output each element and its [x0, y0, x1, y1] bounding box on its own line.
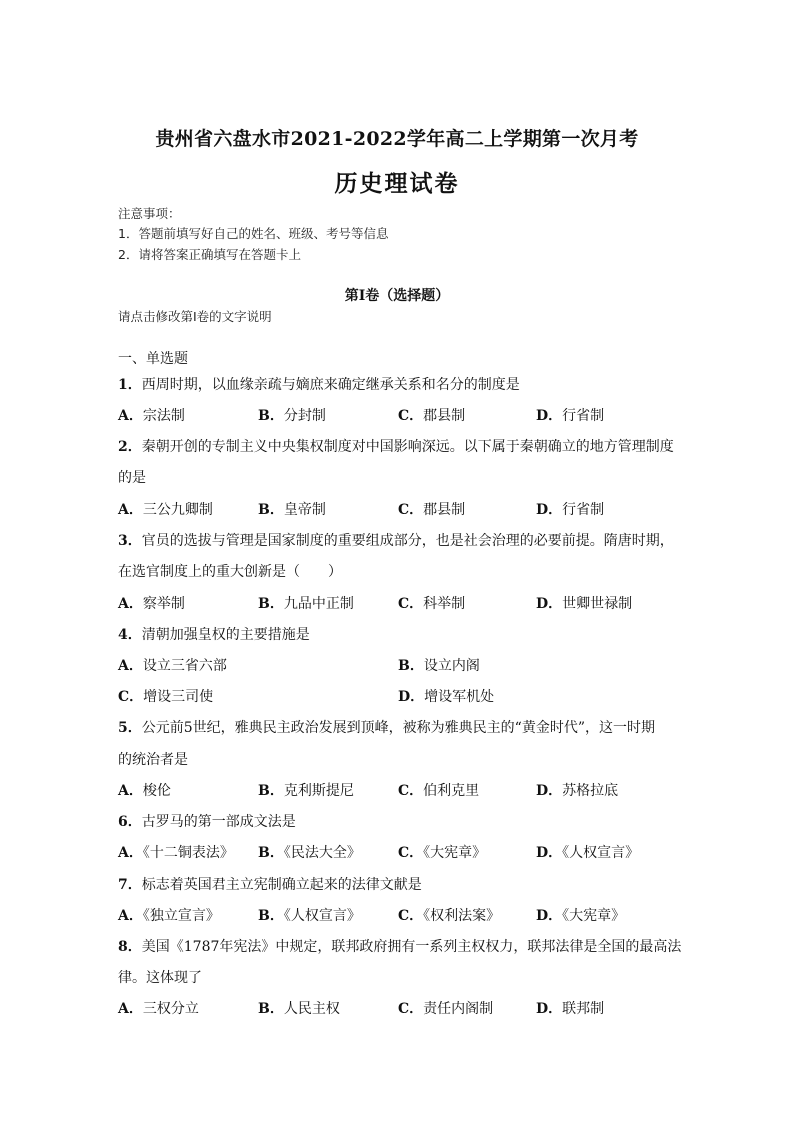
option-a[interactable] [118, 499, 213, 519]
option-b[interactable] [398, 655, 480, 675]
option-letter: D． [536, 408, 563, 424]
question-text: 清朝加强皇权的主要措施是 [141, 627, 310, 643]
option-text: 郡县制 [423, 408, 466, 424]
section-description: 请点击修改第I卷的文字说明 [118, 309, 272, 324]
option-text: 九品中正制 [283, 596, 354, 612]
note-item: 1．答题前填写好自己的姓名、班级、考号等信息 [118, 226, 389, 241]
option-d[interactable] [536, 905, 625, 925]
option-a[interactable] [118, 842, 234, 862]
option-text: 联邦制 [562, 1001, 605, 1017]
option-text: 《民法大全》 [283, 845, 361, 861]
option-text: 世卿世禄制 [562, 596, 633, 612]
option-letter: A． [118, 783, 143, 799]
option-letter: D． [536, 596, 563, 612]
option-letter: C． [398, 908, 424, 924]
option-d[interactable] [536, 780, 618, 800]
option-c[interactable] [398, 593, 465, 613]
option-letter: D． [536, 783, 563, 799]
question-text: 秦朝开创的专制主义中央集权制度对中国影响深远。以下属于秦朝确立的地方管理制度 [141, 439, 674, 455]
option-text: 分封制 [283, 408, 326, 424]
option-a[interactable] [118, 593, 185, 613]
option-b[interactable] [258, 905, 361, 925]
option-c[interactable] [398, 842, 486, 862]
question-text: 古罗马的第一部成文法是 [141, 814, 296, 830]
option-letter: A． [118, 908, 143, 924]
option-letter: B． [258, 502, 284, 518]
option-b[interactable] [258, 593, 354, 613]
question-6-stem [118, 811, 296, 831]
option-text: 苏格拉底 [562, 783, 619, 799]
option-letter: C． [398, 408, 424, 424]
option-b[interactable] [258, 405, 326, 425]
question-text-continued: 的统治者是 [118, 752, 188, 768]
question-number: 2． [118, 439, 142, 455]
question-number: 3． [118, 533, 142, 549]
option-b[interactable] [258, 499, 326, 519]
option-text: 三权分立 [142, 1001, 199, 1017]
option-text: 人民主权 [283, 1001, 340, 1017]
option-c[interactable] [398, 499, 465, 519]
option-text: 宗法制 [142, 408, 185, 424]
option-c[interactable] [398, 998, 493, 1018]
question-number: 6． [118, 814, 142, 830]
option-c[interactable] [398, 780, 479, 800]
option-letter: B． [258, 908, 284, 924]
option-d[interactable] [536, 998, 604, 1018]
question-2-stem [118, 436, 674, 456]
question-3-stem [118, 530, 674, 550]
option-text: 行省制 [562, 502, 605, 518]
option-d[interactable] [536, 593, 632, 613]
option-letter: D． [536, 1001, 563, 1017]
option-b[interactable] [258, 842, 361, 862]
option-a[interactable] [118, 405, 185, 425]
option-letter: B． [258, 596, 284, 612]
option-letter: A． [118, 596, 143, 612]
question-text: 标志着英国君主立宪制确立起来的法律文献是 [141, 877, 422, 893]
option-text: 察举制 [142, 596, 185, 612]
option-letter: B． [258, 783, 284, 799]
option-text: 皇帝制 [283, 502, 326, 518]
option-c[interactable] [118, 686, 213, 706]
question-8-stem [118, 936, 681, 956]
option-letter: D． [536, 502, 563, 518]
option-text: 伯利克里 [423, 783, 480, 799]
question-number: 7． [118, 877, 142, 893]
option-d[interactable] [536, 499, 604, 519]
option-text: 郡县制 [423, 502, 466, 518]
option-letter: B． [258, 845, 284, 861]
option-text: 设立三省六部 [142, 658, 227, 674]
option-text: 行省制 [562, 408, 605, 424]
question-number: 4． [118, 627, 142, 643]
option-a[interactable] [118, 905, 220, 925]
question-text-continued: 在选官制度上的重大创新是（ ） [118, 564, 342, 580]
option-a[interactable] [118, 998, 199, 1018]
note-item: 2．请将答案正确填写在答题卡上 [118, 247, 301, 262]
option-b[interactable] [258, 780, 354, 800]
option-text: 设立内阁 [423, 658, 480, 674]
option-letter: C． [398, 845, 424, 861]
option-letter: C． [398, 596, 424, 612]
notes-heading: 注意事项： [118, 206, 181, 221]
option-letter: D． [536, 845, 563, 861]
option-text: 科举制 [423, 596, 466, 612]
question-text: 官员的选拔与管理是国家制度的重要组成部分，也是社会治理的必要前提。隋唐时期， [141, 533, 674, 549]
question-number: 5． [118, 720, 142, 736]
option-text: 增设三司使 [143, 689, 214, 705]
option-letter: D． [398, 689, 425, 705]
option-d[interactable] [536, 842, 639, 862]
option-text: 三公九卿制 [142, 502, 213, 518]
option-text: 梭伦 [142, 783, 171, 799]
question-1-stem [118, 374, 520, 394]
option-c[interactable] [398, 905, 500, 925]
option-letter: C． [398, 783, 424, 799]
option-text: 《人权宣言》 [283, 908, 361, 924]
option-d[interactable] [398, 686, 494, 706]
option-text: 《大宪章》 [562, 908, 626, 924]
option-text: 《十二铜表法》 [142, 845, 234, 861]
option-text: 克利斯提尼 [283, 783, 354, 799]
question-text-continued: 的是 [118, 470, 146, 486]
option-d[interactable] [536, 405, 604, 425]
question-text: 美国《1787年宪法》中规定，联邦政府拥有一系列主权权力，联邦法律是全国的最高法 [141, 939, 682, 955]
option-letter: B． [258, 408, 284, 424]
option-b[interactable] [258, 998, 340, 1018]
option-letter: B． [258, 1001, 284, 1017]
option-letter: C． [398, 502, 424, 518]
question-text: 西周时期，以血缘亲疏与嫡庶来确定继承关系和名分的制度是 [141, 377, 520, 393]
option-letter: A． [118, 845, 143, 861]
option-text: 《大宪章》 [423, 845, 487, 861]
question-7-stem [118, 874, 422, 894]
option-a[interactable] [118, 655, 227, 675]
option-letter: A． [118, 658, 143, 674]
option-a[interactable] [118, 780, 171, 800]
question-text-continued: 律。这体现了 [118, 970, 202, 986]
question-text: 公元前5世纪，雅典民主政治发展到顶峰，被称为雅典民主的“黄金时代”，这一时期 [141, 720, 655, 736]
option-letter: A． [118, 502, 143, 518]
option-letter: A． [118, 1001, 143, 1017]
section-title: 第I卷（选择题） [344, 288, 450, 304]
option-letter: B． [398, 658, 424, 674]
option-text: 责任内阁制 [423, 1001, 494, 1017]
option-c[interactable] [398, 405, 465, 425]
option-letter: C． [118, 689, 144, 705]
exam-title: 贵州省六盘水市2021-2022学年高二上学期第一次月考 [155, 128, 639, 150]
question-number: 1． [118, 377, 142, 393]
exam-subtitle: 历史理试卷 [334, 170, 460, 197]
question-number: 8． [118, 939, 142, 955]
option-text: 《权利法案》 [423, 908, 501, 924]
option-letter: C． [398, 1001, 424, 1017]
question-5-stem [118, 717, 655, 737]
option-text: 《人权宣言》 [562, 845, 640, 861]
option-letter: D． [536, 908, 563, 924]
option-text: 增设军机处 [424, 689, 495, 705]
part-heading: 一、单选题 [118, 351, 188, 367]
option-letter: A． [118, 408, 143, 424]
option-text: 《独立宣言》 [142, 908, 220, 924]
question-4-stem [118, 624, 310, 644]
